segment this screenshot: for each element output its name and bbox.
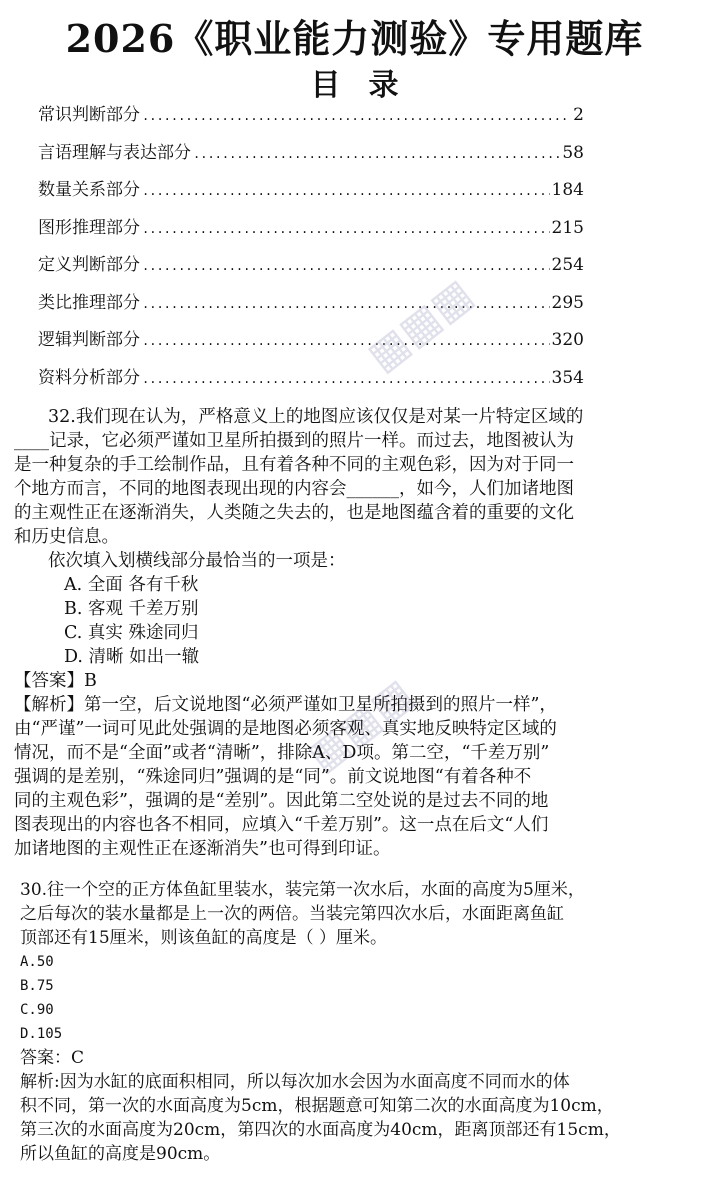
answer-option: B. 客观 千差万别 — [64, 599, 199, 619]
analysis-line: 情况，而不是“全面”或者“清晰”，排除A、D项。第二空，“千差万别” — [14, 743, 550, 763]
toc-item-page: 354 — [551, 367, 584, 388]
toc-heading — [0, 60, 709, 104]
toc-item — [38, 250, 584, 288]
toc-leader-dots — [142, 222, 550, 236]
analysis-line: 所以鱼缸的高度是90cm。 — [20, 1144, 221, 1164]
toc-item-page: 254 — [551, 255, 584, 275]
analysis-line: 由“严谨”一词可见此处强调的是地图必须客观、真实地反映特定区域的 — [14, 719, 557, 739]
question-stem-line: 顶部还有15厘米，则该鱼缸的高度是（ ）厘米。 — [20, 928, 388, 948]
toc-item-label: 逻辑判断部分 — [38, 330, 140, 350]
toc-item-label: 常识判断部分 — [38, 105, 140, 125]
toc-item — [38, 175, 584, 213]
analysis-line: 同的主观色彩”，强调的是“差别”。因此第二空处说的是过去不同的地 — [14, 791, 549, 811]
table-of-contents — [38, 100, 584, 400]
question-stem-line: 之后每次的装水量都是上一次的两倍。当装完第四次水后，水面距离鱼缸 — [20, 904, 564, 924]
toc-item-label: 类比推理部分 — [38, 292, 140, 313]
toc-item-label: 资料分析部分 — [38, 367, 140, 388]
question-quantitative — [20, 878, 635, 1166]
question-stem-line: 的主观性正在逐渐消失，人类随之失去的，也是地图蕴含着的重要的文化 — [14, 503, 574, 523]
toc-item-page: 320 — [551, 330, 584, 350]
answer-key: 【答案】B — [14, 671, 97, 691]
answer-option: C. 真实 殊途同归 — [64, 623, 199, 643]
toc-item — [38, 363, 584, 401]
toc-item-label: 定义判断部分 — [38, 255, 140, 275]
toc-item-label: 图形推理部分 — [38, 217, 140, 238]
toc-leader-dots — [142, 109, 571, 123]
answer-option: D. 清晰 如出一辙 — [64, 647, 200, 667]
question-prompt: 依次填入划横线部分最恰当的一项是： — [48, 551, 346, 571]
toc-heading-char-2: 录 — [368, 68, 399, 103]
answer-key: 答案：C — [20, 1048, 85, 1068]
toc-leader-dots — [142, 334, 550, 348]
toc-item-label: 言语理解与表达部分 — [38, 142, 191, 163]
toc-leader-dots — [142, 184, 550, 198]
toc-item-page: 58 — [562, 142, 584, 163]
answer-option: D.105 — [20, 1026, 63, 1042]
question-stem-line: 和历史信息。 — [14, 527, 119, 547]
toc-leader-dots — [142, 259, 550, 273]
page-title: 2026《职业能力测验》专用题库 — [65, 16, 644, 61]
analysis-line: 【解析】第一空，后文说地图“必须严谨如卫星所拍摄到的照片一样”， — [14, 695, 557, 715]
analysis-line: 解析:因为水缸的底面积相同，所以每次加水会因为水面高度不同而水的体 — [20, 1072, 570, 1092]
toc-item-label: 数量关系部分 — [38, 180, 140, 200]
answer-option: A. 全面 各有千秋 — [64, 575, 199, 595]
answer-option: C.90 — [20, 1002, 54, 1018]
question-stem-line: 32.我们现在认为，严格意义上的地图应该仅仅是对某一片特定区域的 — [48, 407, 584, 427]
toc-item-page: 2 — [573, 105, 584, 125]
question-stem-line: 是一种复杂的手工绘制作品，且有着各种不同的主观色彩，因为对于同一 — [14, 455, 574, 475]
analysis-line: 第三次的水面高度为20cm，第四次的水面高度为40cm，距离顶部还有15cm， — [20, 1120, 621, 1140]
watermark-mark: ▦▦▦ — [357, 268, 482, 381]
question-verbal — [14, 405, 634, 861]
analysis-line: 图表现出的内容也各不相同，应填入“千差万别”。这一点在后文“人们 — [14, 815, 549, 835]
analysis-line: 强调的是差别，“殊途同归”强调的是“同”。前文说地图“有着各种不 — [14, 767, 532, 787]
toc-item — [38, 325, 584, 363]
toc-item-page: 215 — [551, 217, 584, 238]
toc-item — [38, 288, 584, 326]
toc-item — [38, 213, 584, 251]
question-stem-line: ____记录，它必须严谨如卫星所拍摄到的照片一样。而过去，地图被认为 — [14, 431, 574, 451]
watermark-mark: ▦▦▦ — [297, 668, 422, 781]
analysis-line: 加诸地图的主观性正在逐渐消失”也可得到印证。 — [14, 839, 391, 859]
toc-leader-dots — [193, 147, 560, 161]
answer-option: B.75 — [20, 978, 54, 994]
toc-item — [38, 100, 584, 138]
toc-item-page: 184 — [551, 180, 584, 200]
question-stem-line: 30.往一个空的正方体鱼缸里装水，装完第一次水后，水面的高度为5厘米， — [20, 880, 585, 900]
toc-heading-char-1: 目 — [310, 68, 341, 103]
analysis-line: 积不同，第一次的水面高度为5cm，根据题意可知第二次的水面高度为10cm， — [20, 1096, 614, 1116]
toc-item-page: 295 — [551, 292, 584, 313]
toc-leader-dots — [142, 297, 550, 311]
answer-option: A.50 — [20, 954, 54, 970]
toc-leader-dots — [142, 372, 550, 386]
toc-item — [38, 138, 584, 176]
question-stem-line: 个地方而言，不同的地图表现出现的内容会______，如今，人们加诸地图 — [14, 479, 574, 499]
